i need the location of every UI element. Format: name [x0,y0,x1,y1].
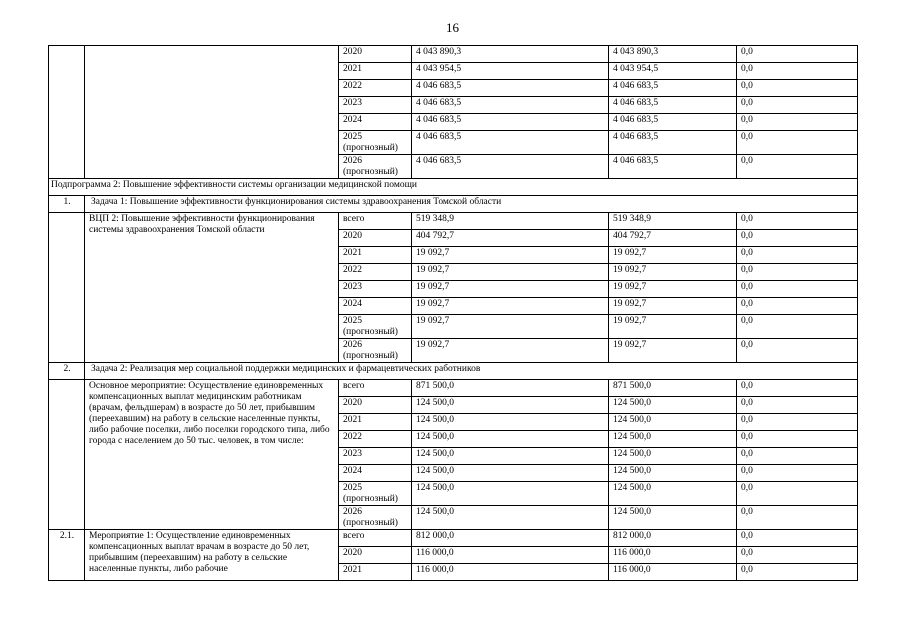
year-cell: 2020 [339,46,412,63]
budget-cell: 404 792,7 [609,230,737,247]
event-number: 2.1. [49,530,85,581]
budget-cell: 519 348,9 [609,213,737,230]
num-cell [49,380,85,530]
total-cell: 124 500,0 [412,397,609,414]
year-cell: 2020 [339,397,412,414]
budget-cell: 19 092,7 [609,315,737,339]
budget-cell: 124 500,0 [609,482,737,506]
total-cell: 19 092,7 [412,281,609,298]
year-cell: 2021 [339,63,412,80]
total-cell: 19 092,7 [412,247,609,264]
budget-cell: 124 500,0 [609,397,737,414]
total-cell: 19 092,7 [412,298,609,315]
budget-cell: 4 046 683,5 [609,131,737,155]
task-title: Задача 2: Реализация мер социальной поддержки медицинских и фармацевтических работников [85,363,858,380]
year-cell: всего [339,380,412,397]
task-title: Задача 1: Повышение эффективности функционирования системы здравоохранения Томской области [85,196,858,213]
table-row [49,46,858,63]
other-cell: 0,0 [737,230,858,247]
budget-cell: 4 043 954,5 [609,63,737,80]
year-cell: 2024 [339,465,412,482]
budget-cell: 4 046 683,5 [609,97,737,114]
budget-cell: 4 046 683,5 [609,114,737,131]
activity-name: Основное мероприятие: Осуществление единовременных компенсационных выплат медицинским работникам (врачам, фельдшерам) в возрасте до 50 лет, прибывшим (переехавшим) на работу в сельские населенные пункты, либо рабочие поселки, либо поселки городского типа, либо города с населением до 50 тыс. человек, в том числе: [85,380,339,530]
budget-cell: 124 500,0 [609,414,737,431]
year-cell: 2022 [339,431,412,448]
total-cell: 4 046 683,5 [412,80,609,97]
total-cell: 4 046 683,5 [412,114,609,131]
total-cell: 812 000,0 [412,530,609,547]
total-cell: 124 500,0 [412,465,609,482]
year-cell: 2025 (прогнозный) [339,315,412,339]
total-cell: 4 043 954,5 [412,63,609,80]
year-cell: 2024 [339,298,412,315]
other-cell: 0,0 [737,339,858,363]
other-cell: 0,0 [737,247,858,264]
other-cell: 0,0 [737,264,858,281]
other-cell: 0,0 [737,465,858,482]
subprogram-row [49,179,858,196]
year-cell: 2023 [339,97,412,114]
other-cell: 0,0 [737,564,858,581]
other-cell: 0,0 [737,315,858,339]
other-cell: 0,0 [737,482,858,506]
year-cell: 2022 [339,80,412,97]
budget-cell: 124 500,0 [609,431,737,448]
other-cell: 0,0 [737,414,858,431]
num-cell [49,213,85,363]
total-cell: 124 500,0 [412,431,609,448]
other-cell: 0,0 [737,530,858,547]
budget-cell: 19 092,7 [609,339,737,363]
program-name: ВЦП 2: Повышение эффективности функционирования системы здравоохранения Томской области [85,213,339,363]
year-cell: всего [339,530,412,547]
year-cell: 2022 [339,264,412,281]
total-cell: 116 000,0 [412,547,609,564]
other-cell: 0,0 [737,431,858,448]
year-cell: 2021 [339,247,412,264]
other-cell: 0,0 [737,380,858,397]
total-cell: 4 046 683,5 [412,155,609,179]
task-row [49,363,858,380]
budget-cell: 4 043 890,3 [609,46,737,63]
other-cell: 0,0 [737,298,858,315]
year-cell: 2020 [339,547,412,564]
budget-cell: 19 092,7 [609,247,737,264]
table-row [49,380,858,397]
total-cell: 124 500,0 [412,414,609,431]
year-cell: 2021 [339,564,412,581]
total-cell: 19 092,7 [412,339,609,363]
table-row [49,530,858,547]
other-cell: 0,0 [737,506,858,530]
other-cell: 0,0 [737,97,858,114]
budget-cell: 116 000,0 [609,547,737,564]
budget-cell: 19 092,7 [609,264,737,281]
other-cell: 0,0 [737,281,858,298]
other-cell: 0,0 [737,213,858,230]
task-number: 2. [49,363,85,380]
page-number: 16 [446,20,459,35]
num-cell [49,46,85,179]
year-cell: 2023 [339,448,412,465]
year-cell: 2026 (прогнозный) [339,339,412,363]
subprogram-title: Подпрограмма 2: Повышение эффективности системы организации медицинской помощи [49,179,858,196]
total-cell: 124 500,0 [412,506,609,530]
year-cell: 2024 [339,114,412,131]
budget-cell: 124 500,0 [609,465,737,482]
budget-cell: 812 000,0 [609,530,737,547]
other-cell: 0,0 [737,114,858,131]
budget-cell: 4 046 683,5 [609,155,737,179]
year-cell: 2025 (прогнозный) [339,131,412,155]
year-cell: 2023 [339,281,412,298]
budget-cell: 871 500,0 [609,380,737,397]
other-cell: 0,0 [737,547,858,564]
year-cell: 2026 (прогнозный) [339,155,412,179]
budget-cell: 124 500,0 [609,448,737,465]
year-cell: 2020 [339,230,412,247]
other-cell: 0,0 [737,155,858,179]
table-row [49,213,858,230]
total-cell: 19 092,7 [412,264,609,281]
budget-cell: 4 046 683,5 [609,80,737,97]
year-cell: 2025 (прогнозный) [339,482,412,506]
total-cell: 4 046 683,5 [412,131,609,155]
total-cell: 124 500,0 [412,448,609,465]
total-cell: 124 500,0 [412,482,609,506]
other-cell: 0,0 [737,448,858,465]
budget-cell: 19 092,7 [609,298,737,315]
other-cell: 0,0 [737,63,858,80]
task-number: 1. [49,196,85,213]
total-cell: 19 092,7 [412,315,609,339]
event-name: Мероприятие 1: Осуществление единовременных компенсационных выплат врачам в возрасте до 50 лет, прибывшим (переехавшим) на работу в сельские населенные пункты, либо рабочие [85,530,339,581]
year-cell: 2021 [339,414,412,431]
total-cell: 871 500,0 [412,380,609,397]
budget-cell: 116 000,0 [609,564,737,581]
name-cell [85,46,339,179]
total-cell: 404 792,7 [412,230,609,247]
other-cell: 0,0 [737,80,858,97]
financing-table [48,45,858,581]
year-cell: всего [339,213,412,230]
budget-cell: 124 500,0 [609,506,737,530]
total-cell: 4 046 683,5 [412,97,609,114]
budget-cell: 19 092,7 [609,281,737,298]
other-cell: 0,0 [737,46,858,63]
year-cell: 2026 (прогнозный) [339,506,412,530]
total-cell: 4 043 890,3 [412,46,609,63]
other-cell: 0,0 [737,397,858,414]
other-cell: 0,0 [737,131,858,155]
total-cell: 519 348,9 [412,213,609,230]
total-cell: 116 000,0 [412,564,609,581]
task-row [49,196,858,213]
